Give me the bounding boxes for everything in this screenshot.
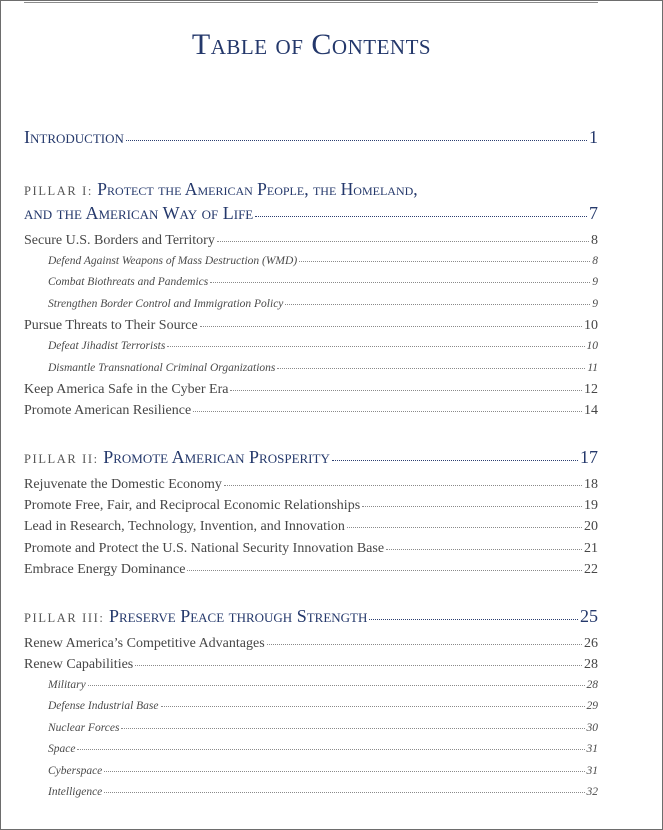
pillar1-title-line2: and the American Way of Life [24,203,254,223]
dot-leader [267,644,582,645]
toc-page-number: 1 [589,127,598,147]
toc-page-number: 8 [592,255,598,267]
toc-entry-label: Military [48,679,86,691]
toc-entry[interactable] [24,318,598,334]
toc-page-number: 26 [584,636,598,651]
toc-page-number: 22 [584,562,598,577]
toc-page-number: 18 [584,477,598,492]
toc-entry-label: Dismantle Transnational Criminal Organizations [48,362,276,374]
dot-leader [77,749,584,750]
dot-leader [230,390,582,391]
toc-page-number: 28 [586,679,598,691]
dot-leader [362,506,582,507]
toc-entry[interactable] [24,477,598,493]
toc-subentry[interactable] [24,765,598,777]
toc-page-number: 8 [591,233,598,248]
toc-entry-label: Defense Industrial Base [48,700,159,712]
top-rule [24,2,598,3]
toc-page-number: 30 [586,722,598,734]
toc-subentry[interactable] [24,679,598,691]
dot-leader [332,460,578,461]
pillar3-prefix: PILLAR III: [24,611,105,625]
toc-page-number: 9 [592,298,598,310]
dot-leader [126,140,587,141]
toc-entry-label: Embrace Energy Dominance [24,562,186,577]
dot-leader [161,706,585,707]
toc-page-number: 10 [586,340,598,352]
pillar3-heading[interactable] [24,606,598,627]
toc-entry-label: Rejuvenate the Domestic Economy [24,477,222,492]
toc-entry-label: Renew Capabilities [24,657,134,672]
toc-page-number: 32 [586,786,598,798]
toc-entry[interactable] [24,562,598,578]
dot-leader [200,326,582,327]
dot-leader [193,411,582,412]
pillar1-title-line1: Protect the American People, the Homeland, [97,179,418,199]
pillar1-heading-line2[interactable] [24,203,598,224]
dot-leader [135,665,582,666]
toc-page-number: 12 [584,382,598,397]
toc-entry-label: Cyberspace [48,765,103,777]
toc-entry-label: Secure U.S. Borders and Territory [24,233,215,248]
toc-page-number: 28 [584,657,598,672]
toc-subentry[interactable] [24,786,598,798]
toc-entry-label: Nuclear Forces [48,722,120,734]
toc-page-number: 29 [586,700,598,712]
pillar3-heading-text [24,606,367,627]
toc-entry-label: Pursue Threats to Their Source [24,318,198,333]
toc-entry-introduction[interactable] [24,127,598,148]
toc-entry[interactable] [24,636,598,652]
dot-leader [167,346,584,347]
dot-leader [347,527,582,528]
toc-entry[interactable] [24,233,598,249]
dot-leader [217,241,589,242]
pillar2-heading-text [24,447,330,468]
dot-leader [277,368,585,369]
toc-entry-label: Defeat Jihadist Terrorists [48,340,166,352]
toc-entry-label: Strengthen Border Control and Immigration Policy [48,298,284,310]
dot-leader [224,485,582,486]
toc-entry[interactable] [24,498,598,514]
toc-subentry[interactable] [24,362,598,374]
dot-leader [104,771,584,772]
dot-leader [299,261,590,262]
toc-entry-label: Keep America Safe in the Cyber Era [24,382,229,397]
toc-page-number: 10 [584,318,598,333]
toc-entry-label: Promote Free, Fair, and Reciprocal Economic Relationships [24,498,361,513]
dot-leader [121,728,584,729]
toc-subentry[interactable] [24,340,598,352]
dot-leader [255,216,587,217]
toc-entry[interactable] [24,541,598,557]
toc-entry-label: Promote American Resilience [24,403,192,418]
toc-subentry[interactable] [24,743,598,755]
toc-entry-label: Renew America’s Competitive Advantages [24,636,265,651]
pillar2-title: Promote American Prosperity [103,447,330,467]
toc-entry[interactable] [24,657,598,673]
dot-leader [88,685,585,686]
toc-entry-label: Combat Biothreats and Pandemics [48,276,209,288]
toc-entry[interactable] [24,519,598,535]
toc-page-number: 19 [584,498,598,513]
toc-page-number: 25 [580,606,598,626]
dot-leader [369,619,578,620]
dot-leader [210,282,590,283]
pillar1-heading-line1[interactable] [24,179,418,200]
page-title: Table of Contents [191,28,432,61]
toc-page-number: 31 [586,743,598,755]
toc-entry[interactable] [24,382,598,398]
dot-leader [104,792,584,793]
toc-subentry[interactable] [24,700,598,712]
toc-entry-label: Lead in Research, Technology, Invention, and Innovation [24,519,345,534]
pillar1-prefix: PILLAR I: [24,184,93,198]
toc-entry-label: Space [48,743,76,755]
pillar3-title: Preserve Peace through Strength [108,606,368,626]
toc-subentry[interactable] [24,255,598,267]
toc-page-number: 20 [584,519,598,534]
pillar2-prefix: PILLAR II: [24,452,99,466]
toc-page-number: 14 [584,403,598,418]
toc-subentry[interactable] [24,722,598,734]
toc-entry-label: Introduction [24,127,124,147]
toc-entry-label: Promote and Protect the U.S. National Security Innovation Base [24,541,385,556]
toc-page-number: 11 [587,362,598,374]
toc-page-number: 31 [586,765,598,777]
pillar2-heading[interactable] [24,447,598,468]
dot-leader [187,570,582,571]
toc-page-number: 9 [592,276,598,288]
toc-entry-label: Defend Against Weapons of Mass Destruction (WMD) [48,255,298,267]
dot-leader [285,304,590,305]
toc-subentry[interactable] [24,298,598,310]
dot-leader [386,549,582,550]
toc-subentry[interactable] [24,276,598,288]
toc-page-number: 17 [580,447,598,467]
toc-entry[interactable] [24,403,598,419]
toc-page-number: 7 [589,203,598,223]
toc-page-number: 21 [584,541,598,556]
toc-entry-label: Intelligence [48,786,103,798]
